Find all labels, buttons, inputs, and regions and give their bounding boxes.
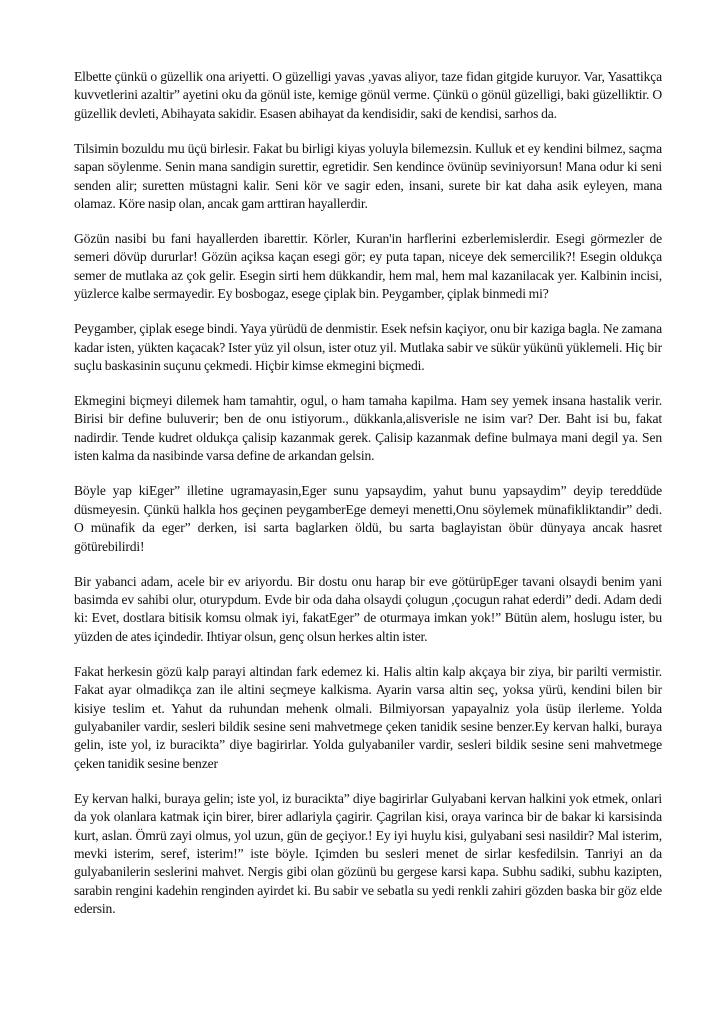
paragraph-6: Böyle yap kiEger” illetine ugramayasin,Eger sunu yapsaydim, yahut bunu yapsaydim” deyip tereddüde düsmeyesin. Çünkü halkla hos geçinen peygamberEge demeyi menetti,Onu söylemek münafikliktandir” dedi. O münafik da eger” derken, isi sarta baglarken öldü, bu sarta baglayistan öbür dünyaya ancak hasret götürebilirdi! [74, 483, 662, 554]
paragraph-3: Gözün nasibi bu fani hayallerden ibarettir. Körler, Kuran'in harflerini ezberlemislerdir. Esegi görmezler de semeri dövüp dururlar! Gözün açiksa kaçan esegi gör; ey puta tapan, niceye dek semercilik?! Esegin oldukça semer de mutlaka az çok gelir. Esegin sirti hem dükkandir, hem mal, hem mal kazanilacak yer. Kalbinin incisi, yüzlerce kalbe sermayedir. Ey bosbogaz, esege çiplak bin. Peygamber, çiplak binmedi mi? [74, 231, 662, 302]
paragraph-9: Ey kervan halki, buraya gelin; iste yol, iz buracikta” diye bagirirlar Gulyabani kervan halkini yok etmek, onlari da yok olanlara katmak için birer, birer adlariyla çagirir. Çagrilan kisi, oraya varinca bir de bakar ki karsisinda kurt, aslan. Ömrü zayi olmus, yol uzun, gün de geçiyor.! Ey iyi huylu kisi, gulyabani sesi nasildir? Mal isterim, mevki isterim, seref, isterim!” iste böyle. Içimden bu sesleri menet de sirlar kesfedilsin. Tanriyi an da gulyabanilerin seslerini mahvet. Nergis gibi olan gözünü bu gergese karsi kapa. Subhu sadiki, subhu kazipten, sarabin rengini kadehin renginden ayirdet ki. Bu sabir ve sebatla su yedi renkli zahiri gözden baska bir göz elde edersin. [74, 790, 662, 917]
paragraph-1: Elbette çünkü o güzellik ona ariyetti. O güzelligi yavas ,yavas aliyor, taze fidan gitgide kuruyor. Var, Yasattikça kuvvetlerini azaltir” ayetini oku da gönül iste, kemige gönül verme. Çünkü o gönül güzelligi, baki güzelliktir. O güzellik devleti, Abihayata sakidir. Esasen abihayat da kendisidir, saki de kendisi, sarhos da. [74, 69, 662, 121]
paragraph-2: Tilsimin bozuldu mu üçü birlesir. Fakat bu birligi kiyas yoluyla bilemezsin. Kulluk et ey kendini bilmez, saçma sapan söylenme. Senin mana sandigin surettir, egretidir. Sen kendince övünüp seviniyorsun! Mana odur ki seni senden alir; suretten müstagni kalir. Seni kör ve sagir eden, insani, surete bir kat daha asik eyleyen, mana olamaz. Köre nasip olan, ancak gam arttiran hayallerdir. [74, 140, 662, 212]
paragraph-5: Ekmegini biçmeyi dilemek ham tamahtir, ogul, o ham tamaha kapilma. Ham sey yemek insana hastalik verir. Birisi bir define buluverir; ben de onu istiyorum., dükkanla,alisverisle ne isim var? Der. Baht isi bu, fakat nadirdir. Tende kudret oldukça çalisip kazanmak gerek. Çalisip kazanmak define bulmaya mani degil ya. Sen isten kalma da nasibinde varsa define de arkandan gelsin. [74, 393, 662, 464]
paragraph-8: Fakat herkesin gözü kalp parayi altindan fark edemez ki. Halis altin kalp akçaya bir ziya, bir parilti vermistir. Fakat ayar olmadikça zan ile altini seçmeye kalkisma. Ayarin varsa altin seç, yoksa yürü, kendini bilen bir kisiye teslim et. Yahut da ruhundan mehenk olmali. Bilmiyorsan yapayalniz yola üsüp ilerleme. Yolda gulyabaniler vardir, sesleri bildik sesine seni mahvetmege çeken tanidik sesine benzer.Ey kervan halki, buraya gelin, iste yol, iz buracikta” diye bagirirlar. Yolda gulyabaniler vardir, sesleri bildik sesine seni mahvetmege çeken tanidik sesine benzer [74, 663, 662, 771]
paragraph-7: Bir yabanci adam, acele bir ev ariyordu. Bir dostu onu harap bir eve götürüpEger tavani olsaydi benim yani basimda ev sahibi olur, oturурdum. Evde bir oda daha olsaydi çolugun ,çocugun rahat ederdi” dedi. Adam dedi ki: Evet, dostlara bitisik komsu olmak iyi, fakatEger” de oturmaya imkan yok!” Bütün alem, hoslugu ister, bu yüzden de ates içindedir. Ihtiyar olsun, genç olsun herkes altin ister. [74, 573, 662, 644]
paragraph-4: Peygamber, çiplak esege bindi. Yaya yürüdü de denmistir. Esek nefsin kaçiyor, onu bir kaziga bagla. Ne zamana kadar isten, yükten kaçacak? Ister yüz yil olsun, ister otuz yil. Mutlaka sabir ve sükür yükünü yüklemeli. Hiç bir suçlu baskasinin suçunu çekmedi. Hiçbir kimse ekmegini biçmedi. [74, 321, 662, 374]
document-page [74, 68, 662, 935]
